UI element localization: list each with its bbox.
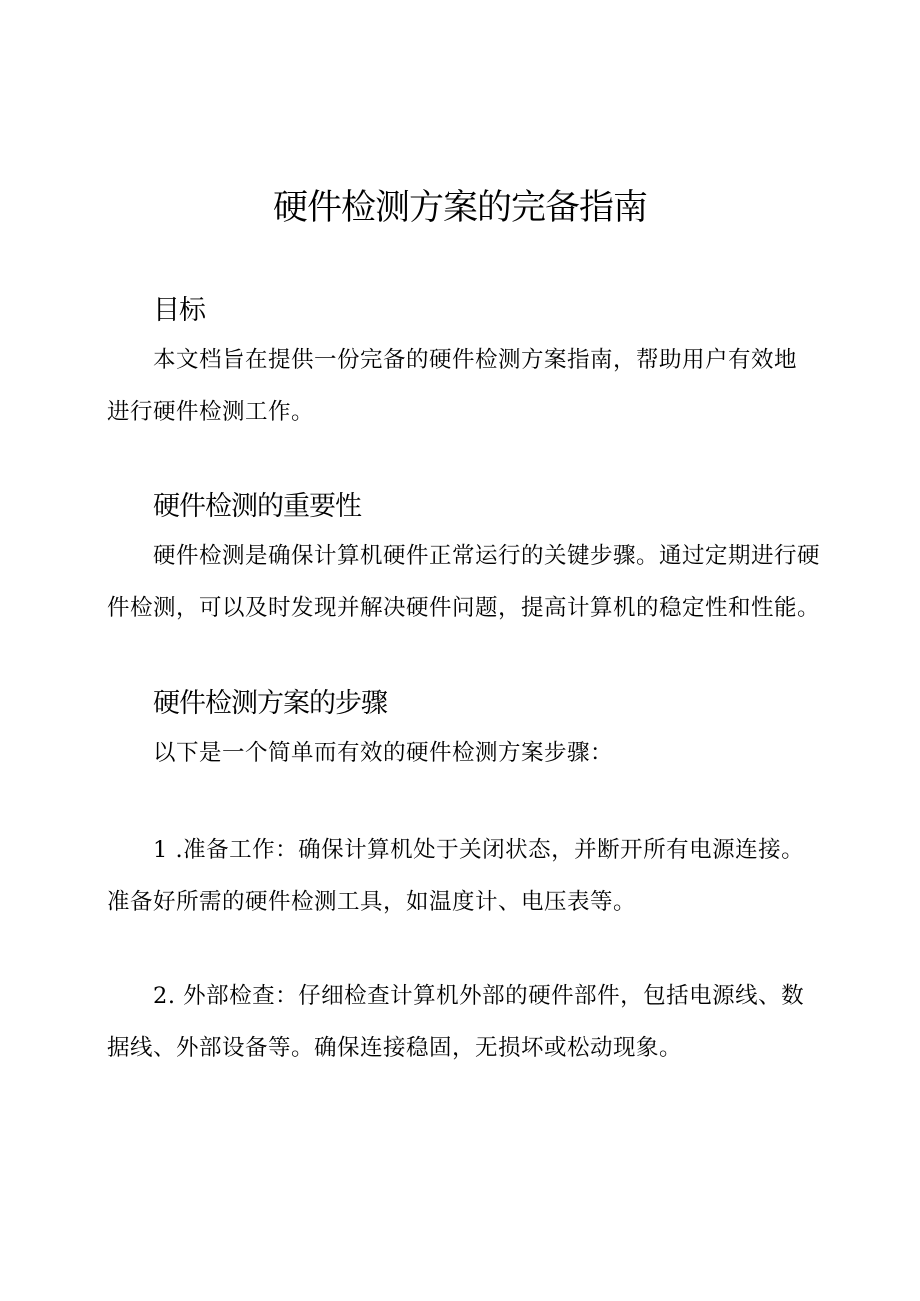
section-heading-goal: 目标 [153,295,205,326]
section-goal-paragraph [107,334,827,438]
document-title: 硬件检测方案的完备指南 [272,188,647,228]
section-importance-paragraph [107,530,827,634]
step-1-paragraph [107,824,827,928]
steps-intro-paragraph [107,727,827,779]
paragraph-line: 据线、外部设备等。确保连接稳固，无损坏或松动现象。 [107,1035,683,1061]
paragraph-line: 2. 外部检查：仔细检查计算机外部的硬件部件，包括电源线、数 [153,983,805,1009]
paragraph-line: 以下是一个简单而有效的硬件检测方案步骤： [153,740,614,766]
paragraph-line: 本文档旨在提供一份完备的硬件检测方案指南，帮助用户有效地 [153,347,798,373]
paragraph-line: 硬件检测是确保计算机硬件正常运行的关键步骤。通过定期进行硬 [153,543,821,569]
paragraph-line: 准备好所需的硬件检测工具，如温度计、电压表等。 [107,889,637,915]
section-heading-importance: 硬件检测的重要性 [153,491,361,522]
paragraph-line: 件检测，可以及时发现并解决硬件问题，提高计算机的稳定性和性能。 [107,595,821,621]
paragraph-line: 进行硬件检测工作。 [107,399,315,425]
section-heading-steps: 硬件检测方案的步骤 [153,688,387,719]
paragraph-line: 1 .准备工作：确保计算机处于关闭状态，并断开所有电源连接。 [153,837,805,863]
step-2-paragraph [107,970,827,1074]
